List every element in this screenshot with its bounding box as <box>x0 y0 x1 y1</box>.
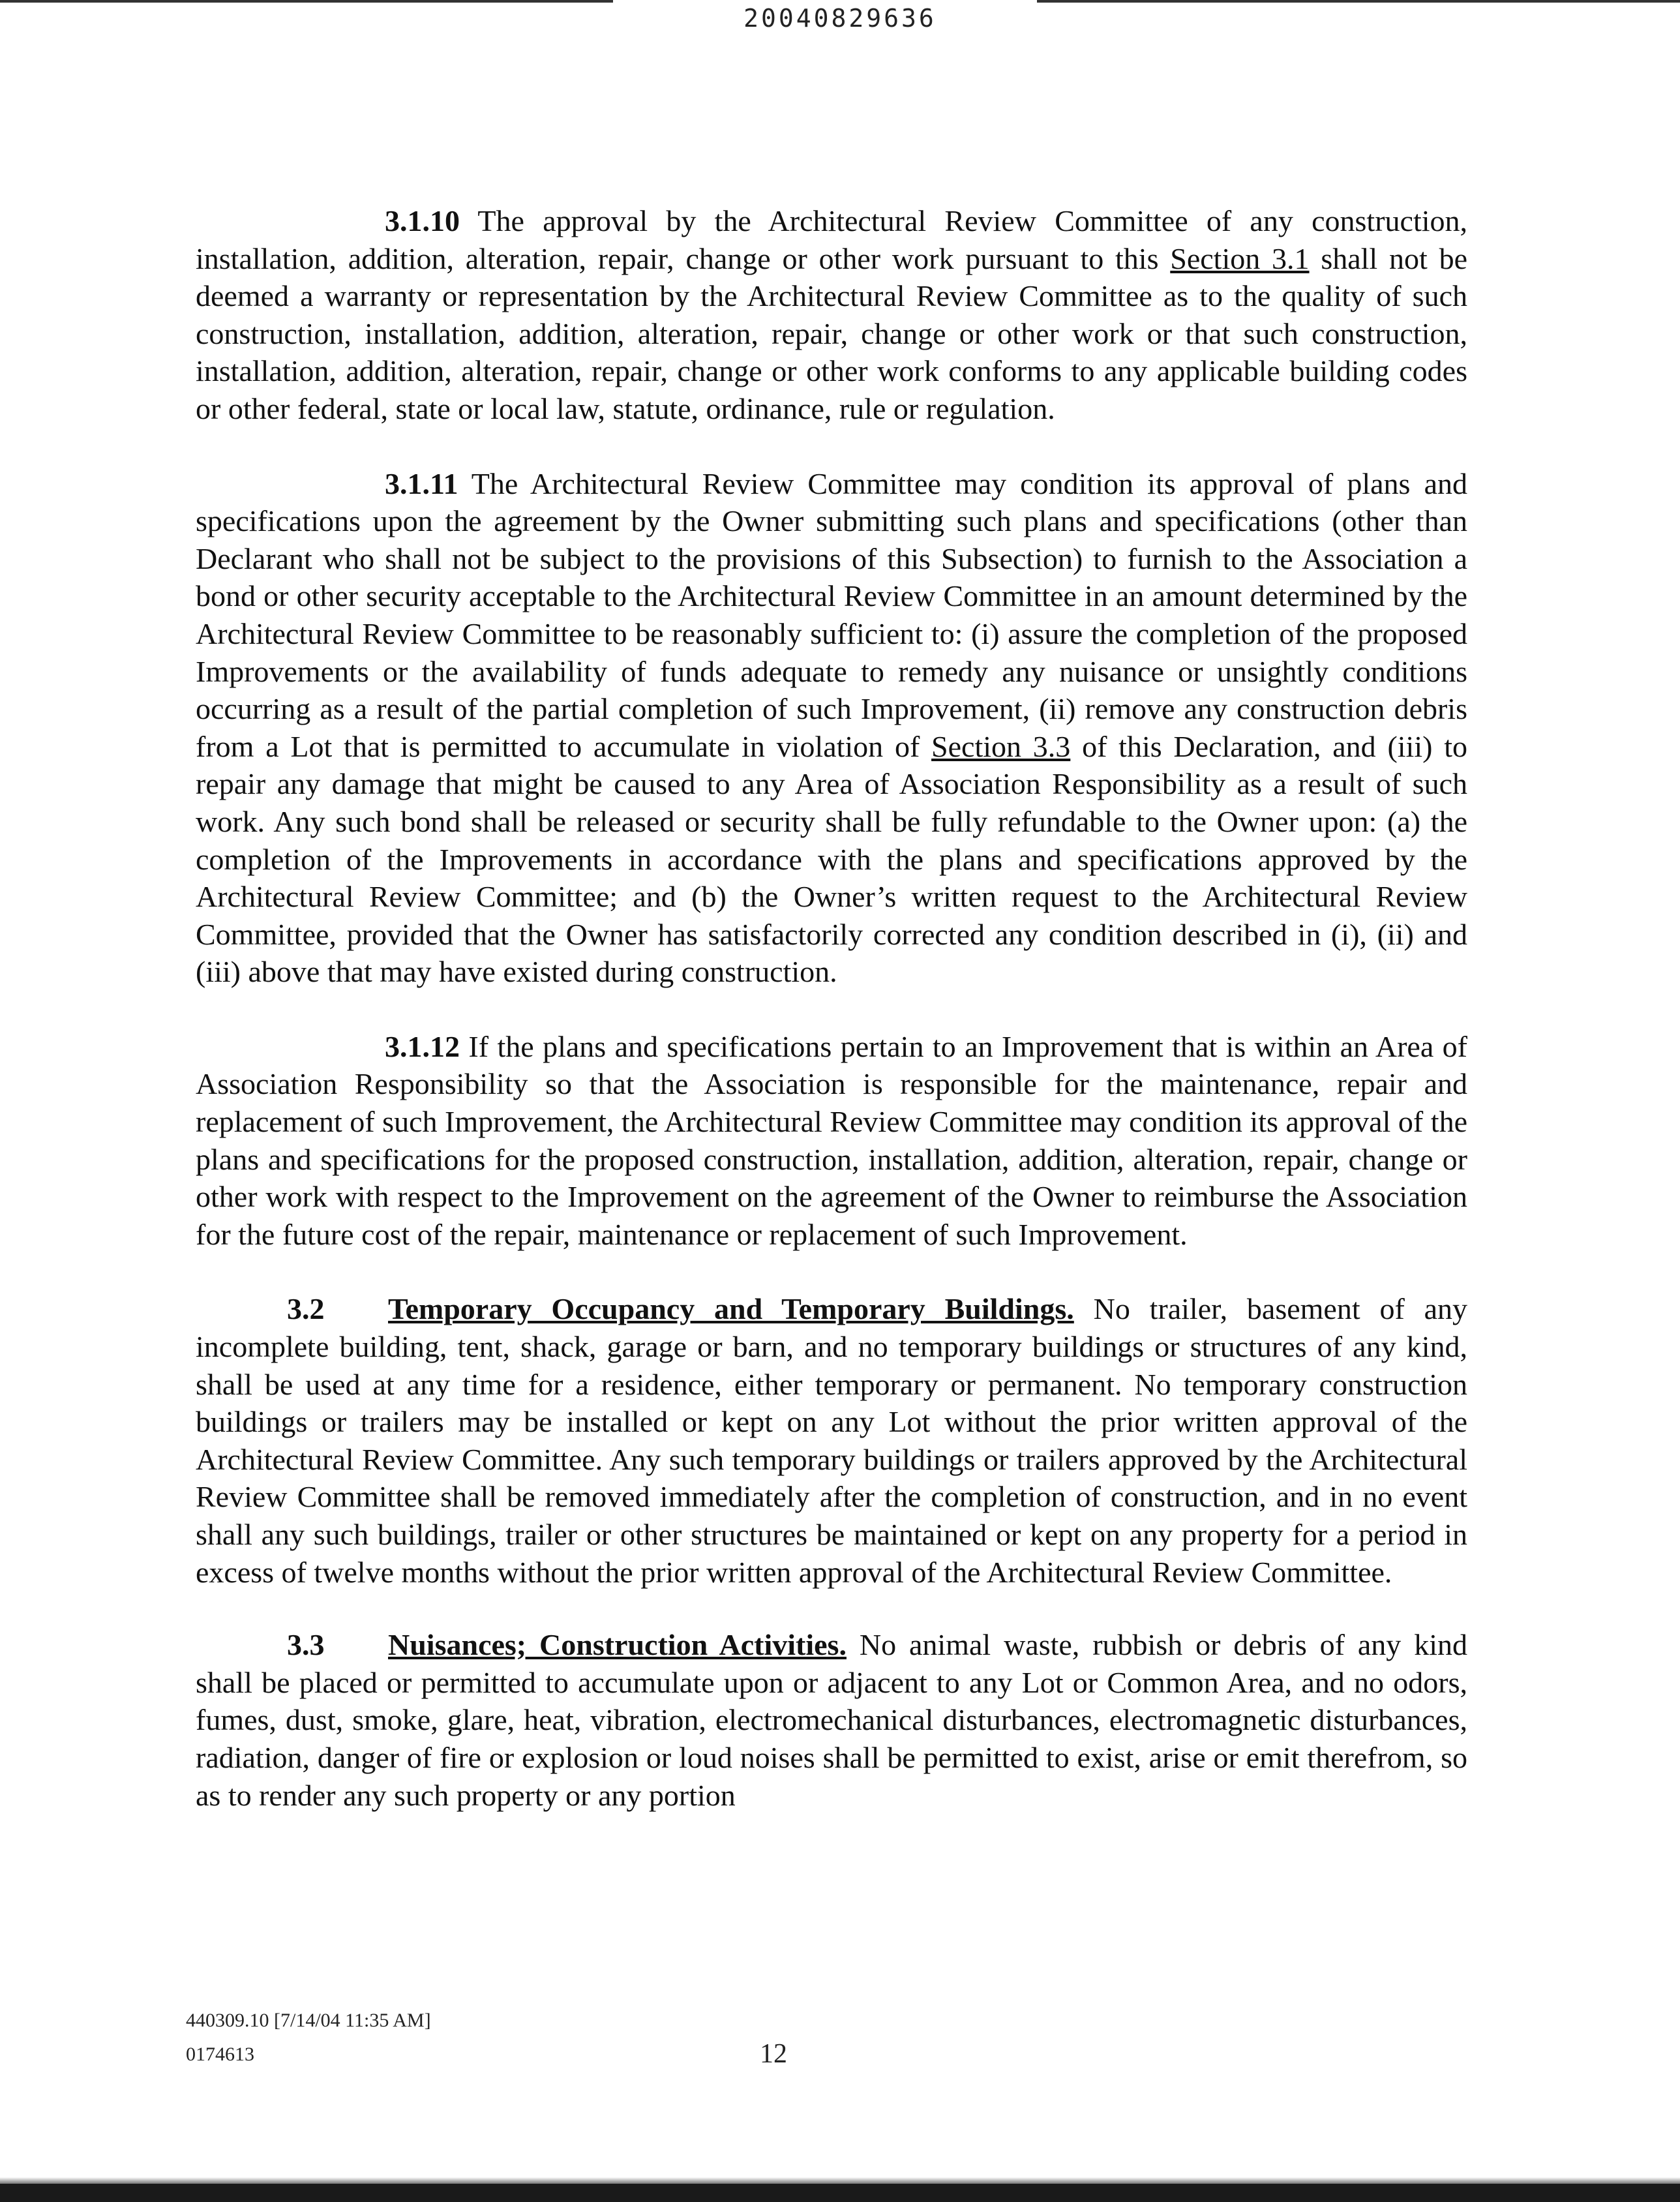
footer-client-ref: 0174613 <box>186 2044 254 2065</box>
paragraph-3-1-11 <box>196 465 1467 991</box>
section-text: No animal waste, rubbish or debris of any kind shall be placed or permitted to accumulate upon or adjacent to any Lot or Common Area, and no odors, fumes, dust, smoke, glare, heat, vibration, electromechanical disturbances, electromagnetic disturbances, radiation, danger of fire or explosion or loud noises shall be permitted to exist, arise or emit therefrom, so as to render any such property or any portion <box>196 1628 1467 1812</box>
paragraph-text: The Architectural Review Committee may condition its approval of plans and specifications upon the agreement by the Owner submitting such plans and specifications (other than Declarant who shall not be subject to the provisions of this Subsection) to furnish to the Association a bond or other security acceptable to the Architectural Review Committee in an amount determined by the Architectural Review Committee to be reasonably sufficient to: (i) assure the completion of the proposed Improvements or the availability of funds adequate to remedy any nuisance or unsightly conditions occurring as a result of the partial completion of such Improvement, (ii) remove any construction debris from a Lot that is permitted to accumulate in violation of <box>196 466 1467 763</box>
section-reference: Section 3.3 <box>931 729 1071 763</box>
page-number: 12 <box>760 2039 787 2069</box>
section-number: 3.3 <box>287 1628 325 1662</box>
top-rule-left <box>0 0 613 3</box>
section-3-2 <box>196 1290 1467 1591</box>
section-reference: Section 3.1 <box>1170 241 1310 275</box>
section-text: No trailer, basement of any incomplete building, tent, shack, garage or barn, and no temporary buildings or structures of any kind, shall be used at any time for a residence, either temporary or permanent. No temporary construction buildings or trailers may be installed or kept on any Lot without the prior written approval of the Architectural Review Committee. Any such temporary buildings or trailers approved by the Architectural Review Committee shall be removed immediately after the completion of construction, and in no event shall any such buildings, trailer or other structures be maintained or kept on any property for a period in excess of twelve months without the prior written approval of the Architectural Review Committee. <box>196 1292 1467 1589</box>
paragraph-3-1-12 <box>196 1028 1467 1254</box>
section-heading: Temporary Occupancy and Temporary Buildings. <box>388 1292 1074 1326</box>
document-number: 20040829636 <box>743 4 937 33</box>
footer-references <box>186 2004 431 2072</box>
footer-doc-ref: 440309.10 [7/14/04 11:35 AM] <box>186 2010 431 2031</box>
paragraph-3-1-10 <box>196 202 1467 428</box>
scan-edge <box>0 2177 1680 2184</box>
paragraph-number: 3.1.10 <box>385 204 460 237</box>
paragraph-text: If the plans and specifications pertain to an Improvement that is within an Area of Association Responsibility so that the Association is responsible for the maintenance, repair and replacement of such Improvement, the Architectural Review Committee may condition its approval of the plans and specifications for the proposed construction, installation, addition, alteration, repair, change or other work with respect to the Improvement on the agreement of the Owner to reimburse the Association for the future cost of the repair, maintenance or replacement of such Improvement. <box>196 1029 1467 1251</box>
top-rule-right <box>1037 0 1680 3</box>
document-body <box>196 202 1467 1849</box>
section-number: 3.2 <box>287 1292 325 1326</box>
section-3-3 <box>196 1626 1467 1814</box>
paragraph-number: 3.1.11 <box>385 466 458 500</box>
paragraph-number: 3.1.12 <box>385 1029 460 1063</box>
paragraph-text: The approval by the Architectural Review Committee of any construction, installation, addition, alteration, repair, change or other work pursuant to this <box>196 204 1467 275</box>
section-heading: Nuisances; Construction Activities. <box>388 1628 847 1662</box>
paragraph-text: of this Declaration, and (iii) to repair any damage that might be caused to any Area of Association Responsibility as a result of such work. Any such bond shall be released or security shall be fully refundable to the Owner upon: (a) the completion of the Improvements in accordance with the plans and specifications approved by the Architectural Review Committee; and (b) the Owner’s written request to the Architectural Review Committee, provided that the Owner has satisfactorily corrected any condition described in (i), (ii) and (iii) above that may have existed during construction. <box>196 729 1467 989</box>
paragraph-text: shall not be deemed a warranty or representation by the Architectural Review Committee as to the quality of such construction, installation, addition, alteration, repair, change or other work or that such construction, installation, addition, alteration, repair, change or other work conforms to any applicable building codes or other federal, state or local law, statute, ordinance, rule or regulation. <box>196 241 1467 425</box>
scan-bottom-band <box>0 2184 1680 2202</box>
